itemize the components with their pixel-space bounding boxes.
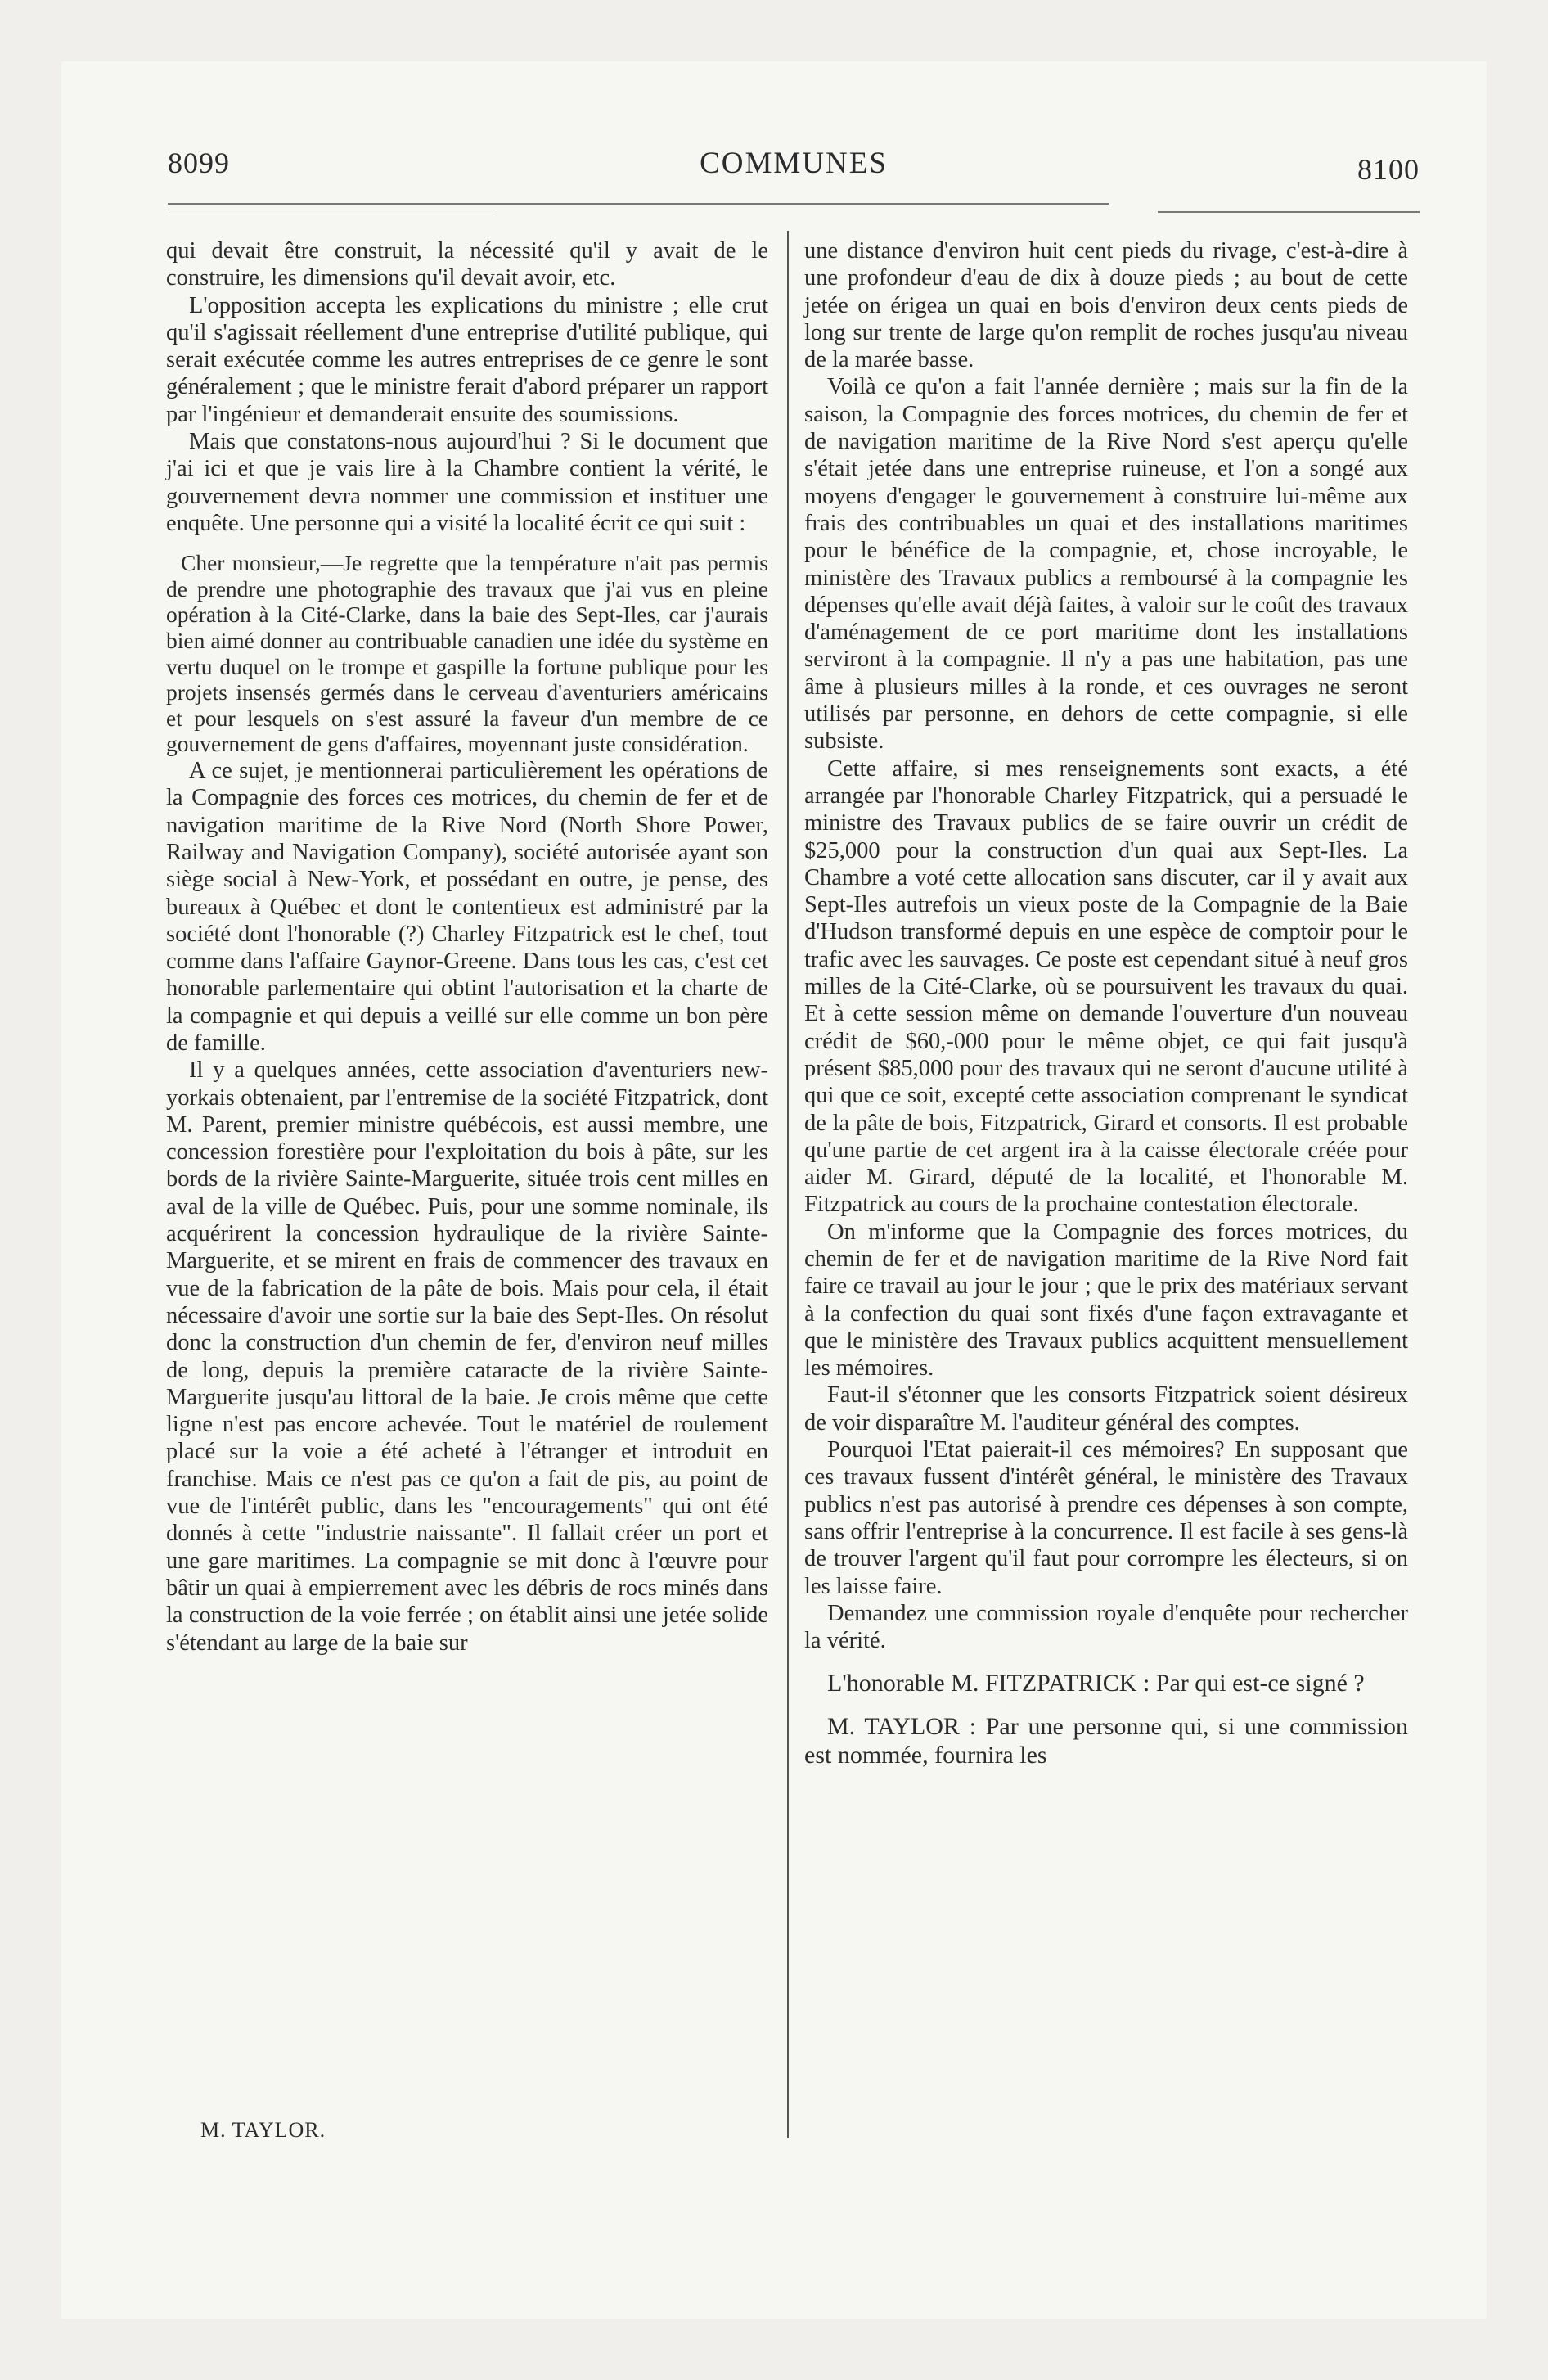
paragraph: Mais que constatons-nous aujourd'hui ? Si le document que j'ai ici et que je vais lire à la Chambre contient la vérité, le gouvernement devra nommer une commission et instituer une enquête. Une personne qui a visité la localité écrit ce qui suit : — [166, 429, 768, 536]
header-rule-right — [1158, 211, 1420, 213]
paragraph: Pourquoi l'Etat paierait-il ces mémoires? En supposant que ces travaux fussent d'intérêt général, le ministère des Travaux publics n'est pas autorisé à prendre ces dépenses à son compte, sans offrir l'entreprise à la concurrence. Il est facile à ses gens-là de trouver l'argent qu'il faut pour corrompre les électeurs, si on les laisse faire. — [804, 1437, 1408, 1599]
running-title: COMMUNES — [700, 146, 888, 180]
paragraph: Cette affaire, si mes renseignements sont exacts, a été arrangée par l'honorable Charley Fitzpatrick, qui a persuadé le ministre des Travaux publics de se faire ouvrir un crédit de $25,000 pour la construction d'un quai aux Sept-Iles. La Chambre a voté cette allocation sans discuter, car il y avait aux Sept-Iles autrefois un vieux poste de la Compagnie de la Baie d'Hudson transformé depuis en une espèce de comptoir pour le trafic avec les sauvages. Ce poste est cependant situé à neuf gros milles de la Cité-Clarke, où se poursuivent les travaux du quai. Et à cette session même on demande l'ouverture d'un nouveau crédit de $60,-000 pour le même objet, ce qui fait jusqu'à présent $85,000 pour des travaux qui ne seront d'aucune utilité à qui que ce soit, excepté cette association comprenant le syndicat de la pâte de bois, Fitzpatrick, Girard et consorts. Il est probable qu'une partie de cet argent ira à la caisse électorale créée pour aider M. Girard, député de la localité, et l'honorable M. Fitzpatrick au cours de la prochaine contestation électorale. — [804, 755, 1408, 1218]
paragraph: Voilà ce qu'on a fait l'année dernière ; mais sur la fin de la saison, la Compagnie des forces motrices, du chemin de fer et de navigation maritime de la Rive Nord s'est aperçu qu'elle s'était jetée dans une entreprise ruineuse, et l'on a songé aux moyens d'engager le gouvernement à construire lui-même aux frais des contribuables un quai et des installations maritimes pour le bénéfice de la compagnie, et, chose incroyable, le ministère des Travaux publics a remboursé à la compagnie les dépenses qu'elle avait déjà faites, à valoir sur le coût des travaux d'aménagement de ce port maritime dont les installations serviront à la compagnie. Il n'y a pas une habitation, pas une âme à plusieurs milles à la ronde, et ces ouvrages ne seront utilisés par personne, en dehors de cette compagnie, si elle subsiste. — [804, 374, 1408, 755]
paragraph: L'opposition accepta les explications du ministre ; elle crut qu'il s'agissait réellement d'une entreprise d'utilité publique, qui serait exécutée comme les autres entreprises de ce genre le sont généralement ; que le ministre ferait d'abord préparer un rapport par l'ingénieur et demanderait ensuite des soumissions. — [166, 292, 768, 427]
page-number-right: 8100 — [1357, 153, 1420, 186]
quoted-letter: Cher monsieur,—Je regrette que la température n'ait pas permis de prendre une photographie des travaux que j'ai vus en pleine opération à la Cité-Clarke, dans la baie des Sept-Iles, car j'aurais bien aimé donner au contribuable canadien une idée du système en vertu duquel on le trompe et gaspille la fortune publique pour les projets insensés germés dans le cerveau d'aventuriers américains et pour lesquels on s'est assuré la faveur d'un membre de ce gouvernement de gens d'affaires, moyennant juste considération. — [166, 550, 768, 757]
paragraph: Il y a quelques années, cette association d'aventuriers new-yorkais obtenaient, par l'entremise de la société Fitzpatrick, dont M. Parent, premier ministre québécois, est aussi membre, une concession forestière pour l'exploitation du bois à pâte, sur les bords de la rivière Sainte-Marguerite, située trois cent milles en aval de la ville de Québec. Puis, pour une somme nominale, ils acquérirent la concession hydraulique de la rivière Sainte-Marguerite, et se mirent en frais de commencer des travaux en vue de la fabrication de la pâte de bois. Mais pour cela, il était nécessaire d'avoir une sortie sur la baie des Sept-Iles. On résolut donc la construction d'un chemin de fer, d'environ neuf milles de long, depuis la première cataracte de la rivière Sainte-Marguerite jusqu'au littoral de la baie. Je crois même que cette ligne n'est pas encore achevée. Tout le matériel de roulement placé sur la voie a été acheté à l'étranger et introduit en franchise. Mais ce n'est pas ce qu'on a fait de pis, au point de vue de l'intérêt public, dans les "encouragements" qui ont été donnés à cette "industrie naissante". Il fallait créer un port et une gare maritimes. La compagnie se mit donc à l'œuvre pour bâtir un quai à empierrement avec les débris de rocs minés dans la construction de la voie ferrée ; on établit ainsi une jetée solide s'étendant au large de la baie sur — [166, 1057, 768, 1656]
column-divider — [787, 231, 789, 2138]
page-header — [168, 146, 1420, 186]
speaker-line: M. TAYLOR : Par une personne qui, si une commission est nommée, fournira les — [804, 1713, 1408, 1769]
speaker-line: L'honorable M. FITZPATRICK : Par qui est-ce signé ? — [827, 1670, 1365, 1697]
paragraph: On m'informe que la Compagnie des forces motrices, du chemin de fer et de navigation maritime de la Rive Nord fait faire ce travail au jour le jour ; que le prix des matériaux servant à la confection du quai sont fixés d'une façon extravagante et que le ministère des Travaux publics acquittent mensuellement les mémoires. — [804, 1219, 1408, 1382]
paragraph: A ce sujet, je mentionnerai particulièrement les opérations de la Compagnie des forces ces motrices, du chemin de fer et de navigation maritime de la Rive Nord (North Shore Power, Railway and Navigation Company), société autorisée ayant son siège social à New-York, et possédant en outre, je pense, des bureaux à Québec et dont le contentieux est administré par la société dont l'honorable (?) Charley Fitzpatrick est le chef, tout comme dans l'affaire Gaynor-Greene. Dans tous les cas, c'est cet honorable parlementaire qui obtint l'autorisation et la charte de la compagnie et qui depuis a veillé sur elle comme un bon père de famille. — [166, 758, 768, 1056]
left-column — [166, 237, 768, 1657]
paragraph: qui devait être construit, la nécessité qu'il y avait de le construire, les dimensions qu'il devait avoir, etc. — [166, 238, 768, 291]
paragraph: Faut-il s'étonner que les consorts Fitzpatrick soient désireux de voir disparaître M. l'auditeur général des comptes. — [804, 1382, 1408, 1436]
paragraph: une distance d'environ huit cent pieds du rivage, c'est-à-dire à une profondeur d'eau de dix à douze pieds ; au bout de cette jetée on érigea un quai en bois d'environ deux cents pieds de long sur trente de large qu'on remplit de roches jusqu'au niveau de la marée basse. — [804, 238, 1408, 373]
speaker-signature: M. TAYLOR. — [200, 2118, 326, 2142]
page-number-left: 8099 — [168, 146, 230, 179]
right-column — [804, 237, 1408, 1769]
header-rule-left — [168, 203, 1109, 205]
paragraph: Demandez une commission royale d'enquête pour rechercher la vérité. — [804, 1600, 1408, 1654]
